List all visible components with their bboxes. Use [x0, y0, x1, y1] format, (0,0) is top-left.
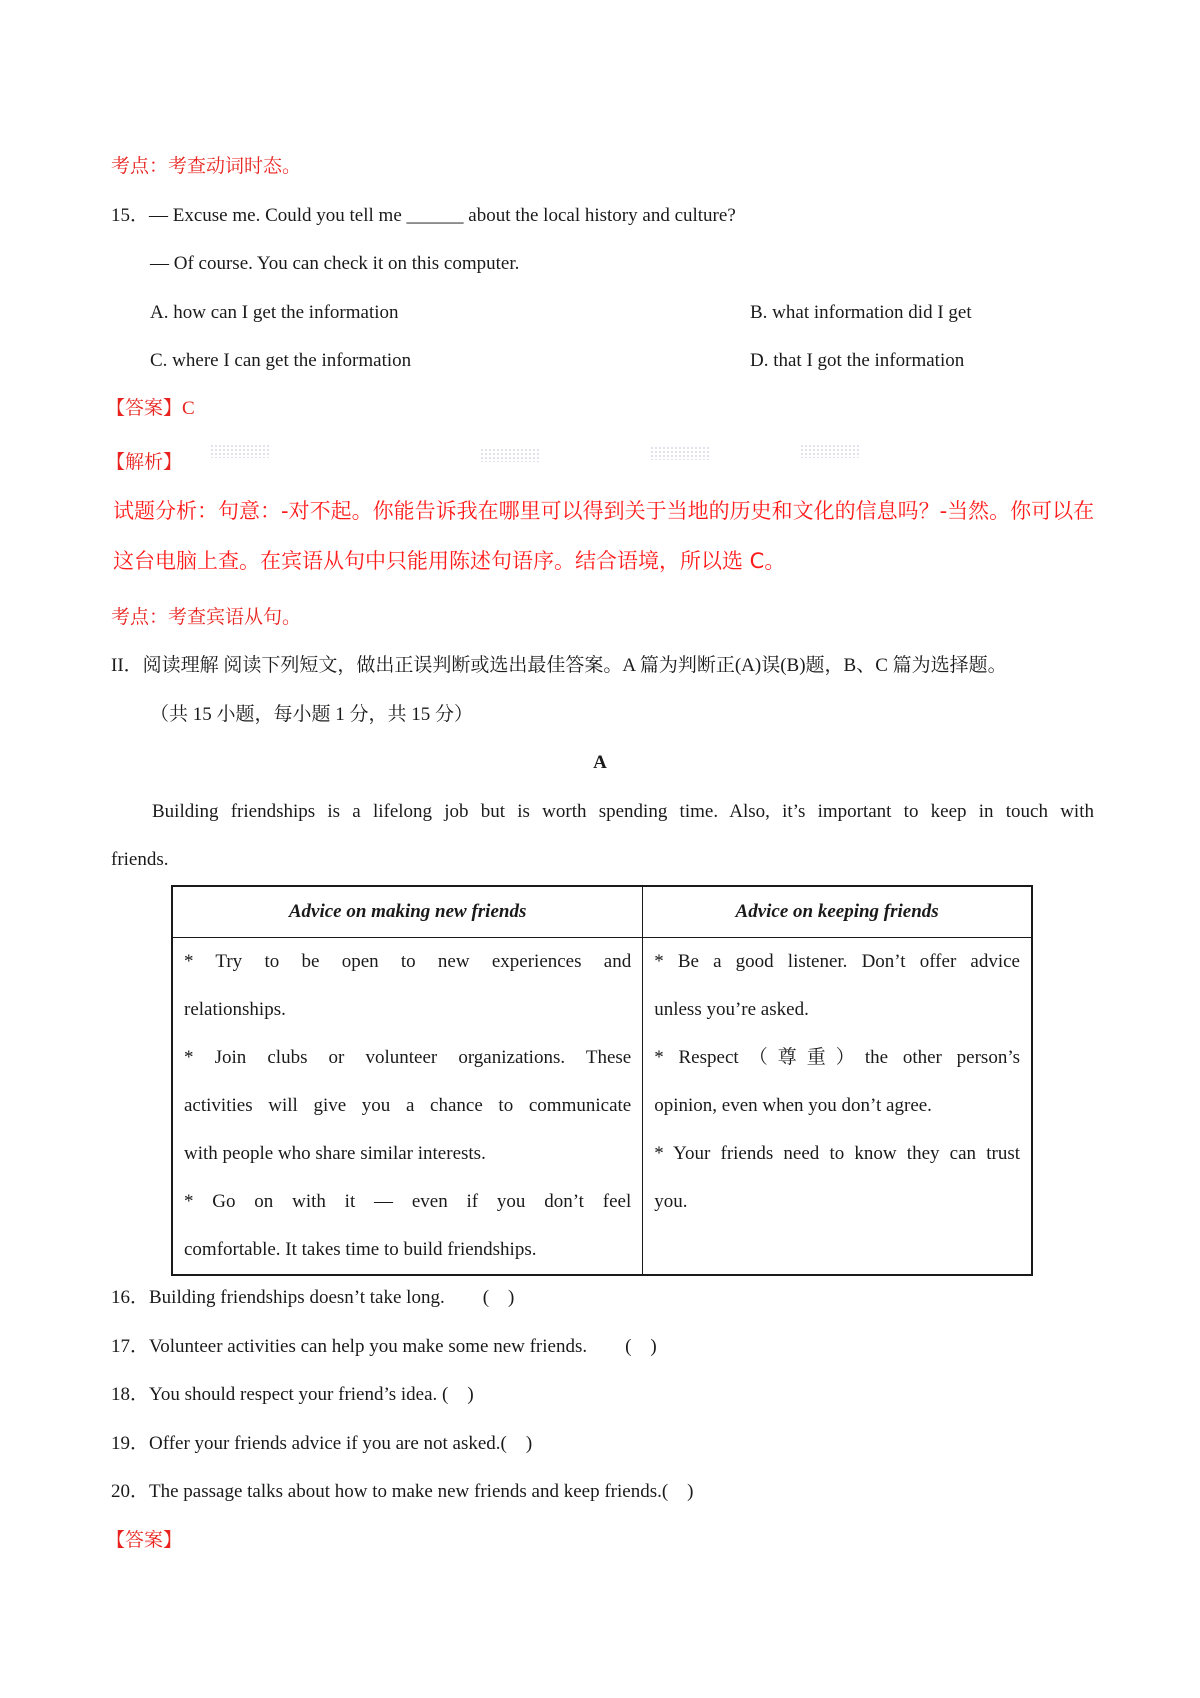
- question-15-reply: — Of course. You can check it on this computer.: [150, 253, 520, 274]
- watermark-noise: [650, 446, 710, 460]
- advice-line: * Respect（尊重）the other person’s: [654, 1047, 1020, 1068]
- option-b: B. what information did I get: [750, 302, 972, 323]
- advice-line: relationships.: [184, 999, 286, 1020]
- watermark-noise: [800, 444, 860, 458]
- option-c: C. where I can get the information: [150, 350, 412, 371]
- advice-line: unless you’re asked.: [654, 999, 809, 1020]
- answer-label: 【答案】: [106, 398, 183, 419]
- watermark-noise: [480, 448, 540, 462]
- option-d: D. that I got the information: [750, 350, 965, 371]
- keeping-friends-cell: [643, 938, 1032, 1276]
- advice-line: * Try to be open to new experiences and: [184, 951, 632, 972]
- passage-heading: A: [593, 752, 607, 773]
- making-friends-cell: [172, 938, 643, 1276]
- question-18: 18．You should respect your friend’s idea. ( ): [111, 1384, 474, 1405]
- option-a: A. how can I get the information: [150, 302, 399, 323]
- analysis-line-1: 试题分析：句意：-对不起。你能告诉我在哪里可以得到关于当地的历史和文化的信息吗？-当然。你可以在: [113, 499, 1095, 523]
- answer-label-a: 【答案】: [106, 1530, 183, 1551]
- kaodian-object-clause: 考点：考查宾语从句。: [111, 607, 302, 628]
- question-19: 19．Offer your friends advice if you are not asked.( ): [111, 1433, 533, 1454]
- advice-line: * Your friends need to know they can trust: [654, 1143, 1020, 1164]
- kaodian-tense: 考点：考查动词时态。: [111, 156, 302, 177]
- advice-line: you.: [654, 1191, 688, 1212]
- advice-line: with people who share similar interests.: [184, 1143, 486, 1164]
- answer-value: C: [182, 398, 195, 419]
- header-keeping-friends: Advice on keeping friends: [643, 886, 1032, 938]
- advice-table: [171, 885, 1033, 1276]
- advice-line: activities will give you a chance to communicate: [184, 1095, 632, 1116]
- advice-line: opinion, even when you don’t agree.: [654, 1095, 932, 1116]
- advice-line: * Join clubs or volunteer organizations. These: [184, 1047, 632, 1068]
- advice-line: * Go on with it — even if you don’t feel: [184, 1191, 632, 1212]
- question-20: 20．The passage talks about how to make new friends and keep friends.( ): [111, 1481, 694, 1502]
- analysis-line-2: 这台电脑上查。在宾语从句中只能用陈述句语序。结合语境，所以选 C。: [113, 549, 786, 573]
- question-16: 16．Building friendships doesn’t take long. ( ): [111, 1287, 515, 1308]
- analysis-label: 【解析】: [106, 452, 183, 473]
- passage-intro-line-1: Building friendships is a lifelong job but is worth spending time. Also, it’s important to keep in touch with: [152, 801, 1094, 822]
- advice-line: comfortable. It takes time to build friendships.: [184, 1239, 537, 1260]
- advice-line: * Be a good listener. Don’t offer advice: [654, 951, 1020, 972]
- watermark-noise: [210, 444, 270, 458]
- question-17: 17．Volunteer activities can help you make some new friends. ( ): [111, 1336, 657, 1357]
- section-scoring: （共 15 小题，每小题 1 分，共 15 分）: [150, 704, 474, 725]
- header-making-friends: Advice on making new friends: [172, 886, 643, 938]
- question-15-stem: 15．— Excuse me. Could you tell me ______ about the local history and culture?: [111, 205, 736, 226]
- passage-intro-line-2: friends.: [111, 849, 169, 870]
- answer-15: [106, 398, 195, 421]
- section-title: II．阅读理解 阅读下列短文，做出正误判断或选出最佳答案。A 篇为判断正(A)误(B)题，B、C 篇为选择题。: [111, 655, 1007, 676]
